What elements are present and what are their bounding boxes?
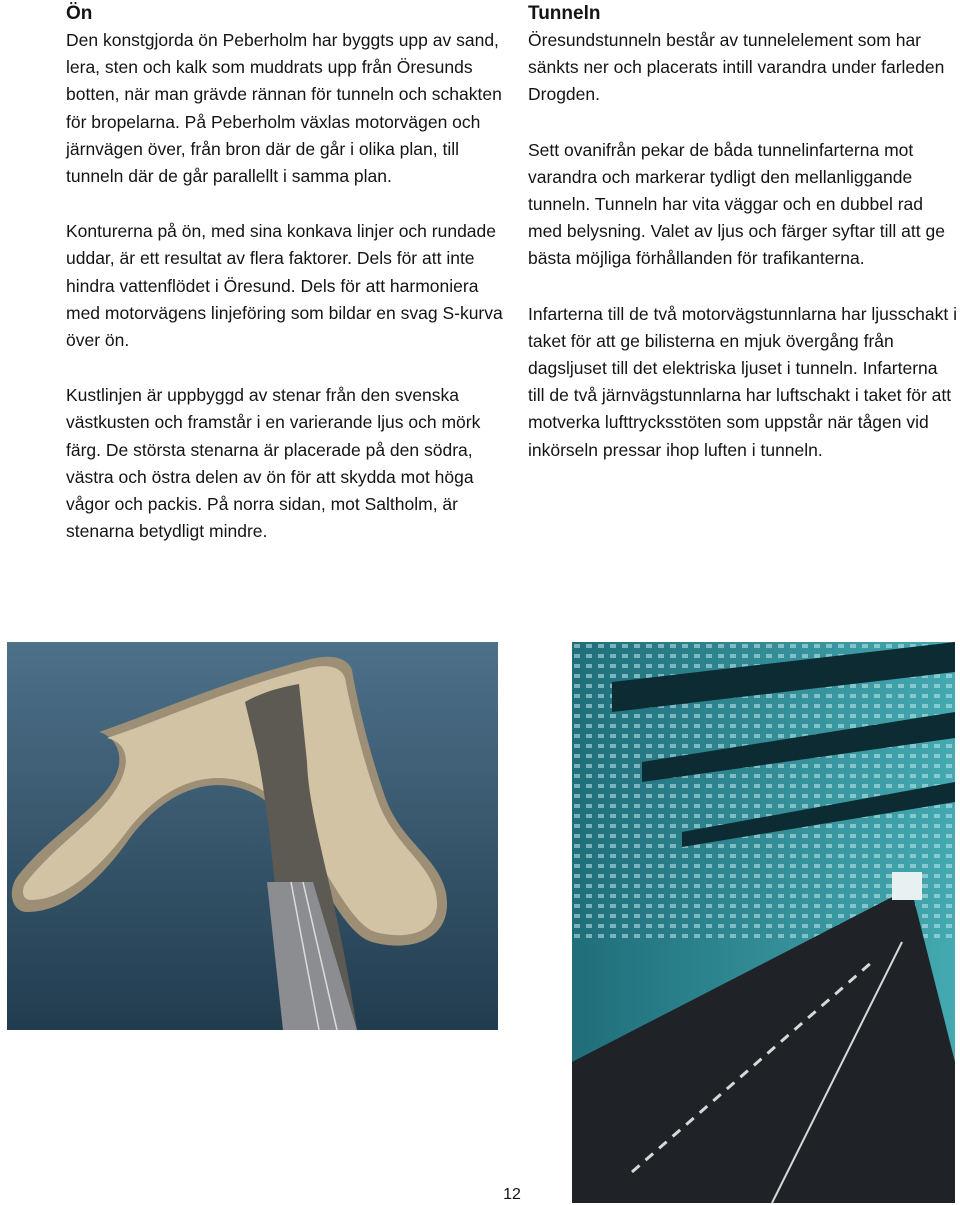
island-aerial-photo	[7, 642, 498, 1030]
paragraph: Kustlinjen är uppbyggd av stenar från den svenska västkusten och framstår i en varierande ljus och mörk färg. De största stenarna är placerade på den södra, västra och östra delen av ön för att skydda mot höga vågor och packis. På norra sidan, mot Saltholm, är stenarna betydligt mindre.	[66, 385, 481, 542]
paragraph: Sett ovanifrån pekar de båda tunnelinfarterna mot varandra och markerar tydligt den mellanliggande tunneln. Tunneln har vita väggar och en dubbel rad med belysning. Valet av ljus och färger syftar till att ge bästa möjliga förhållanden för trafikanterna.	[528, 139, 945, 269]
section-heading-on: Ön	[66, 3, 93, 24]
page-number: 12	[503, 1186, 521, 1203]
left-column	[66, 0, 506, 573]
right-column	[528, 0, 958, 492]
section-heading-tunneln: Tunneln	[528, 3, 601, 24]
paragraph: Infarterna till de två motorvägstunnlarna har ljusschakt i taket för att ge bilisterna en mjuk övergång från dagsljuset till det elektriska ljuset i tunneln. Infarterna till de två järnvägstunnlarna har luftschakt i taket för att motverka lufttrycksstöten som uppstår när tågen vid inkörseln pressar ihop luften i tunneln.	[528, 303, 957, 460]
tunnel-entrance-photo	[572, 642, 955, 1203]
paragraph: Öresundstunneln består av tunnelelement som har sänkts ner och placerats intill varandra under farleden Drogden.	[528, 30, 945, 105]
paragraph: Den konstgjorda ön Peberholm har byggts upp av sand, lera, sten och kalk som muddrats upp från Öresunds botten, när man grävde rännan för tunneln och schakten för bropelarna. På Peberholm växlas motorvägen och järnvägen över, från bron där de går i olika plan, till tunneln där de går parallellt i samma plan.	[66, 30, 502, 187]
paragraph: Konturerna på ön, med sina konkava linjer och rundade uddar, är ett resultat av flera faktorer. Dels för att inte hindra vattenflödet i Öresund. Dels för att harmoniera med motorvägens linjeföring som bildar en svag S-kurva över ön.	[66, 221, 503, 351]
